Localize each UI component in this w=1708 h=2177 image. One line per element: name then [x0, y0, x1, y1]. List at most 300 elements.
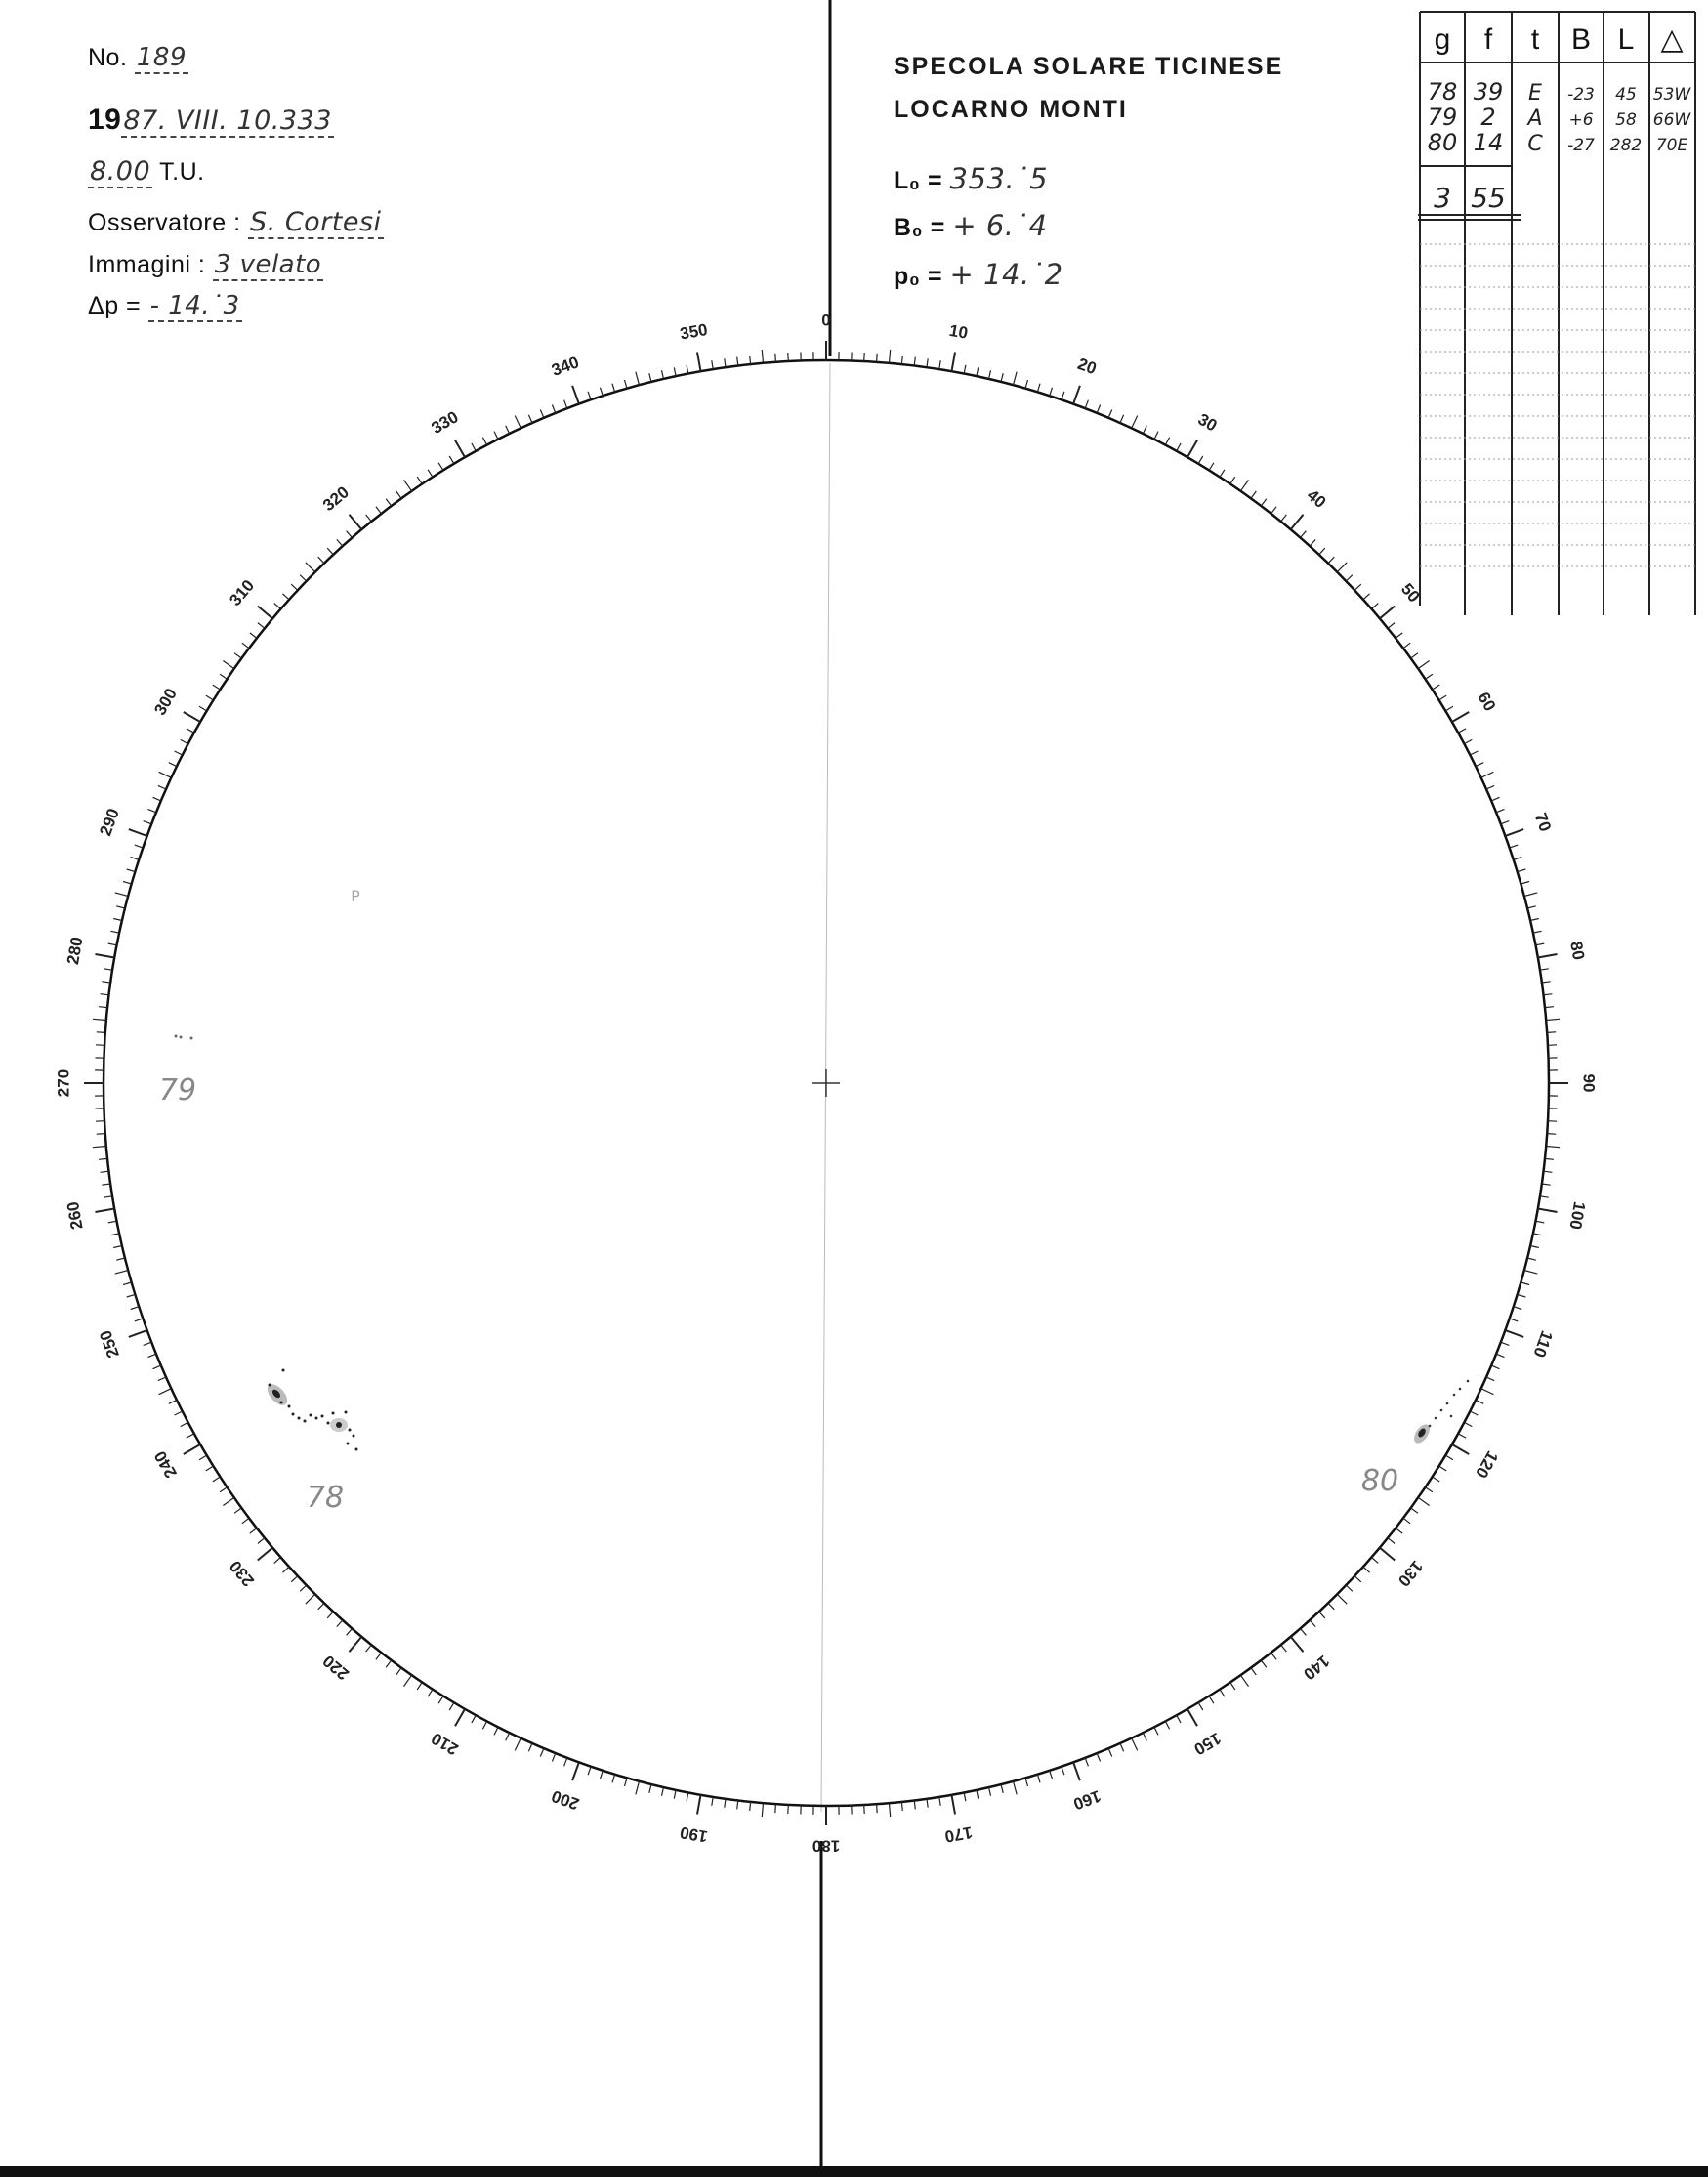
scale-tick: [515, 1738, 521, 1751]
scale-tick: [1530, 919, 1539, 921]
ephemeris-p0-label: p₀ =: [894, 263, 943, 290]
scale-tick: [220, 674, 227, 679]
scale-tick: [877, 354, 878, 362]
scale-tick: [1354, 584, 1361, 590]
scale-tick: [1540, 1196, 1549, 1197]
group-label-79: 79: [158, 1073, 197, 1108]
scale-tick: [625, 1778, 628, 1786]
scale-tick: [1165, 438, 1169, 445]
scale-tick: [113, 1246, 122, 1248]
scale-tick: [258, 1538, 265, 1544]
table-header-t: t: [1530, 23, 1540, 56]
scale-tick: [1439, 1466, 1447, 1471]
scale-tick: [1177, 443, 1181, 451]
scale-tick: [1132, 1738, 1138, 1751]
table-header-delta: △: [1660, 23, 1684, 56]
row3-l: 282: [1609, 136, 1643, 155]
scale-label-250: 250: [96, 1327, 123, 1361]
scale-tick: [104, 969, 112, 970]
scale-tick: [1062, 1767, 1064, 1776]
scale-tick: [1050, 388, 1053, 397]
scale-tick: [1538, 1209, 1558, 1213]
scale-tick: [350, 515, 362, 529]
scale-tick: [1458, 1434, 1466, 1438]
scale-tick: [989, 1787, 991, 1796]
scale-label-210: 210: [428, 1729, 462, 1759]
scale-tick: [1354, 1576, 1361, 1582]
scale-tick: [274, 1558, 281, 1564]
scale-tick: [101, 1171, 109, 1172]
scale-tick: [737, 357, 738, 366]
scale-tick: [234, 1508, 241, 1513]
scale-tick: [108, 943, 117, 945]
scale-tick: [1527, 906, 1536, 908]
scale-tick: [506, 426, 510, 434]
scale-tick: [914, 357, 915, 366]
scale-label-90: 90: [1579, 1073, 1599, 1093]
scale-tick: [148, 809, 156, 812]
scale-tick: [1271, 507, 1277, 514]
scale-tick: [1452, 712, 1469, 722]
images-value: 3 velato: [214, 250, 322, 279]
scale-tick: [327, 548, 333, 555]
scale-tick: [1291, 515, 1304, 529]
sunspot-group-79: [175, 1035, 193, 1040]
scale-tick: [1291, 1637, 1304, 1652]
scale-tick: [1198, 456, 1203, 464]
scale-label-230: 230: [226, 1557, 259, 1591]
scale-tick: [169, 763, 177, 767]
scale-tick: [1521, 1282, 1529, 1285]
scale-tick: [337, 539, 343, 546]
scale-tick: [775, 1804, 776, 1813]
row2-b: +6: [1568, 110, 1594, 130]
scale-tick: [366, 1645, 372, 1652]
scale-tick: [110, 1234, 119, 1235]
observer-label: Osservatore :: [88, 209, 241, 236]
scale-tick: [1433, 685, 1440, 690]
scale-tick: [1337, 563, 1347, 572]
scale-tick: [890, 1803, 891, 1817]
scale-tick: [1310, 1620, 1315, 1627]
scale-tick: [184, 1444, 200, 1454]
scale-tick: [184, 712, 200, 722]
scale-tick: [131, 1307, 140, 1310]
scale-tick: [116, 906, 125, 908]
time-unit: T.U.: [159, 158, 205, 186]
scale-label-340: 340: [549, 353, 582, 380]
scale-tick: [1542, 1184, 1551, 1185]
scale-tick: [1403, 1518, 1410, 1524]
scale-tick: [366, 515, 372, 522]
scale-tick: [1546, 1019, 1560, 1020]
scale-tick: [300, 1585, 307, 1591]
scale-tick: [1310, 539, 1315, 546]
scale-tick: [927, 1799, 928, 1808]
scale-tick: [274, 604, 281, 609]
delta-p-label: Δp =: [88, 292, 142, 319]
scale-tick: [1097, 1753, 1100, 1761]
scale-tick: [697, 1795, 701, 1815]
scale-tick: [1388, 623, 1395, 629]
scale-tick: [1328, 557, 1334, 564]
scale-tick: [1230, 1683, 1235, 1690]
scale-tick: [1510, 845, 1519, 848]
scale-tick: [540, 410, 544, 418]
scale-label-180: 180: [812, 1836, 841, 1856]
scale-tick: [1426, 1487, 1433, 1492]
scale-tick: [725, 358, 726, 367]
scale-tick: [1380, 1548, 1395, 1561]
scale-tick: [939, 1797, 940, 1806]
scale-tick: [1187, 1709, 1197, 1726]
date-printed-prefix: 19: [88, 104, 122, 136]
scale-tick: [1491, 797, 1499, 801]
scale-tick: [223, 1497, 233, 1505]
scale-tick: [552, 405, 555, 413]
scale-tick: [1533, 1234, 1542, 1235]
scale-tick: [1014, 372, 1018, 386]
scale-tick: [1220, 470, 1225, 478]
scale-tick: [135, 1319, 144, 1321]
scale-tick: [1501, 1342, 1510, 1345]
scale-tick: [1372, 1558, 1379, 1564]
scale-tick: [306, 1594, 315, 1604]
scale-tick: [977, 1790, 979, 1799]
scale-tick: [1501, 821, 1510, 824]
scale-tick: [1496, 809, 1504, 812]
scale-tick: [1388, 1538, 1395, 1544]
scale-tick: [148, 1354, 156, 1357]
scale-tick: [96, 1121, 104, 1122]
scale-tick: [1380, 607, 1395, 619]
scale-tick: [1505, 829, 1523, 836]
scale-tick: [187, 729, 194, 733]
scale-tick: [199, 1455, 207, 1460]
scale-tick: [1433, 1477, 1440, 1482]
date-value: 87. VIII. 10.333: [123, 105, 332, 136]
scale-tick: [99, 1007, 107, 1008]
scale-tick: [242, 643, 249, 649]
scale-tick: [612, 1775, 615, 1783]
scale-label-30: 30: [1194, 409, 1221, 436]
scale-tick: [649, 373, 651, 382]
scale-tick: [494, 1727, 498, 1735]
scale-tick: [153, 1365, 161, 1369]
scale-tick: [1548, 1121, 1557, 1122]
scale-tick: [1062, 392, 1064, 400]
scale-tick: [687, 365, 688, 374]
scale-tick: [1548, 1045, 1557, 1046]
scale-tick: [1271, 1653, 1277, 1659]
scale-tick: [350, 1637, 362, 1652]
scale-tick: [250, 633, 257, 639]
scale-label-120: 120: [1472, 1447, 1502, 1482]
scale-tick: [1025, 380, 1028, 389]
scale-tick: [636, 372, 640, 386]
scale-tick: [144, 1342, 152, 1345]
scale-tick: [1085, 400, 1088, 409]
row1-f: 39: [1473, 78, 1504, 105]
scale-tick: [158, 785, 166, 789]
scale-tick: [258, 623, 265, 629]
scale-tick: [1240, 480, 1248, 490]
scale-tick: [1476, 763, 1483, 767]
scale-tick: [97, 1134, 105, 1135]
scale-tick: [116, 1258, 125, 1260]
scale-tick: [788, 1805, 789, 1814]
scale-tick: [113, 919, 122, 921]
scale-tick: [386, 1660, 392, 1667]
scale-tick: [104, 1196, 112, 1197]
scale-tick: [127, 869, 136, 872]
scale-tick: [1281, 1645, 1287, 1652]
scale-tick: [775, 354, 776, 362]
row2-t: A: [1527, 106, 1543, 131]
scale-tick: [572, 1762, 579, 1780]
scale-tick: [181, 1422, 188, 1426]
scale-tick: [482, 438, 486, 445]
scale-tick: [864, 1805, 865, 1814]
scale-tick: [927, 358, 928, 367]
ephemeris-l0-label: L₀ =: [894, 167, 943, 194]
scale-tick: [472, 1715, 476, 1723]
scale-tick: [977, 367, 979, 376]
scale-tick: [1372, 604, 1379, 609]
scale-tick: [914, 1801, 915, 1810]
scale-tick: [1439, 695, 1447, 700]
row1-t: E: [1528, 81, 1542, 105]
scale-tick: [1445, 706, 1453, 711]
scale-tick: [144, 821, 152, 824]
scale-tick: [376, 1653, 382, 1659]
scale-tick: [1187, 440, 1197, 457]
scale-tick: [1363, 594, 1370, 600]
scale-tick: [901, 1802, 902, 1811]
scale-tick: [662, 370, 664, 379]
scale-tick: [1001, 1784, 1003, 1793]
scale-tick: [662, 1787, 664, 1796]
scale-tick: [1240, 1675, 1248, 1686]
scale-tick: [438, 463, 443, 471]
scale-label-320: 320: [318, 482, 353, 516]
scale-tick: [347, 1629, 353, 1636]
scale-tick: [515, 416, 521, 429]
scale-tick: [1319, 548, 1325, 555]
scale-tick: [1524, 893, 1538, 897]
scale-label-60: 60: [1474, 689, 1500, 715]
scale-tick: [1209, 1696, 1214, 1704]
scale-tick: [1518, 1294, 1526, 1297]
scale-tick: [750, 1802, 751, 1811]
scale-tick: [494, 432, 498, 440]
scale-tick: [449, 1702, 454, 1710]
sunspot-pores: [1429, 1380, 1470, 1428]
scale-tick: [199, 706, 207, 711]
scale-tick: [428, 1690, 433, 1697]
scale-tick: [1073, 1762, 1080, 1780]
scale-tick: [788, 353, 789, 361]
scale-tick: [110, 931, 119, 933]
scale-tick: [404, 1675, 412, 1686]
scale-tick: [97, 1032, 105, 1033]
scale-tick: [96, 954, 115, 958]
scale-tick: [131, 858, 140, 860]
row1-b: -23: [1567, 85, 1595, 105]
scale-tick: [1097, 405, 1100, 413]
scale-tick: [1486, 785, 1494, 789]
scale-tick: [169, 1400, 177, 1403]
scale-tick: [206, 695, 214, 700]
scan-bottom-edge: [0, 2166, 1708, 2177]
scale-tick: [404, 480, 412, 490]
scale-tick: [1514, 1307, 1522, 1310]
scale-label-260: 260: [62, 1199, 87, 1232]
scale-label-70: 70: [1530, 810, 1556, 834]
scale-tick: [123, 882, 132, 885]
scale-tick: [1530, 1246, 1539, 1248]
scale-tick: [242, 1518, 249, 1524]
scale-tick: [306, 563, 315, 572]
scale-tick: [712, 1797, 713, 1806]
scale-tick: [96, 1045, 104, 1046]
scale-tick: [1251, 1668, 1256, 1675]
scale-tick: [108, 1221, 117, 1223]
scale-tick: [572, 386, 579, 404]
scale-tick: [1481, 772, 1494, 777]
scale-tick: [376, 507, 382, 514]
scale-tick: [725, 1799, 726, 1808]
scale-tick: [1050, 1771, 1053, 1779]
scale-label-140: 140: [1300, 1651, 1334, 1684]
scale-tick: [1037, 384, 1040, 393]
scale-tick: [1319, 1612, 1325, 1618]
ephemeris-p0-value: + 14.˙2: [949, 258, 1063, 291]
scale-tick: [674, 367, 676, 376]
scale-tick: [1524, 1271, 1538, 1275]
scale-tick: [750, 356, 751, 364]
scale-tick: [175, 751, 183, 755]
scale-tick: [1108, 1748, 1112, 1756]
scale-tick: [1514, 858, 1522, 860]
scale-tick: [1533, 931, 1542, 933]
row1-l: 45: [1615, 85, 1637, 105]
scale-tick: [438, 1696, 443, 1704]
scale-tick: [712, 360, 713, 369]
disk-center-cross: [812, 1069, 840, 1097]
scale-tick: [1496, 1354, 1504, 1357]
scale-tick: [528, 415, 532, 423]
scale-tick: [115, 1271, 129, 1275]
scale-tick: [1165, 1721, 1169, 1729]
scale-tick: [1470, 751, 1478, 755]
scale-tick: [762, 350, 763, 363]
scale-tick: [101, 994, 109, 995]
scale-tick: [1518, 869, 1526, 872]
scale-tick: [649, 1784, 651, 1793]
scale-tick: [1143, 1733, 1146, 1740]
scale-tick: [1328, 1603, 1334, 1610]
scale-tick: [96, 1209, 115, 1213]
row3-b: -27: [1567, 136, 1595, 155]
scale-tick: [449, 456, 454, 464]
scale-tick: [1261, 499, 1267, 506]
scale-tick: [687, 1792, 688, 1801]
scale-tick: [1346, 1585, 1353, 1591]
scale-label-80: 80: [1566, 940, 1589, 962]
scale-tick: [115, 893, 129, 897]
scale-tick: [396, 491, 401, 498]
scale-label-100: 100: [1565, 1199, 1590, 1232]
ephemeris-l0-value: 353.˙5: [949, 162, 1049, 195]
total-groups: 3: [1434, 182, 1451, 214]
scale-label-190: 190: [678, 1822, 710, 1847]
scale-tick: [1037, 1775, 1040, 1783]
scale-tick: [220, 1487, 227, 1492]
scale-tick: [282, 1567, 289, 1572]
scale-tick: [506, 1733, 510, 1740]
scale-label-20: 20: [1075, 354, 1100, 379]
scale-tick: [1411, 653, 1418, 658]
sheet-number-label: No.: [88, 44, 128, 71]
scale-label-200: 200: [549, 1786, 582, 1814]
sheet-number-value: 189: [136, 43, 187, 72]
scale-tick: [1301, 1629, 1307, 1636]
scale-tick: [1458, 729, 1466, 733]
scale-tick: [588, 392, 591, 400]
scale-tick: [1120, 415, 1124, 423]
scale-tick: [282, 594, 289, 600]
scale-tick: [528, 1743, 532, 1751]
scale-tick: [1403, 643, 1410, 649]
scale-tick: [901, 356, 902, 364]
scale-tick: [1491, 1365, 1499, 1369]
ephemeris-b0-label: B₀ =: [894, 214, 945, 241]
scale-tick: [472, 443, 476, 451]
scale-tick: [1198, 1702, 1203, 1710]
scale-tick: [552, 1753, 555, 1761]
scale-tick: [1418, 1497, 1429, 1505]
scale-tick: [1014, 1781, 1018, 1795]
scale-tick: [989, 370, 991, 379]
scale-label-310: 310: [226, 575, 259, 609]
table-header-l: L: [1617, 23, 1635, 56]
scale-tick: [129, 1330, 147, 1337]
time-value: 8.00: [90, 156, 151, 187]
scale-tick: [1418, 661, 1429, 669]
row3-t: C: [1527, 132, 1543, 156]
scale-tick: [1154, 432, 1158, 440]
scale-tick: [291, 584, 298, 590]
group-label-78: 78: [306, 1481, 345, 1515]
row1-g: 78: [1427, 78, 1458, 105]
scale-label-330: 330: [428, 407, 462, 438]
scale-tick: [347, 531, 353, 538]
scale-tick: [1546, 1147, 1560, 1148]
scale-tick: [327, 1612, 333, 1618]
group-label-80: 80: [1360, 1464, 1399, 1498]
scale-tick: [1538, 954, 1558, 958]
scale-tick: [158, 1377, 166, 1381]
scale-tick: [1426, 674, 1433, 679]
scale-tick: [1481, 1389, 1494, 1395]
scale-tick: [1544, 994, 1553, 995]
scale-label-170: 170: [942, 1822, 975, 1847]
scale-tick: [1209, 463, 1214, 471]
scale-label-220: 220: [318, 1651, 353, 1684]
scale-label-0: 0: [821, 311, 831, 330]
scale-tick: [213, 1477, 221, 1482]
